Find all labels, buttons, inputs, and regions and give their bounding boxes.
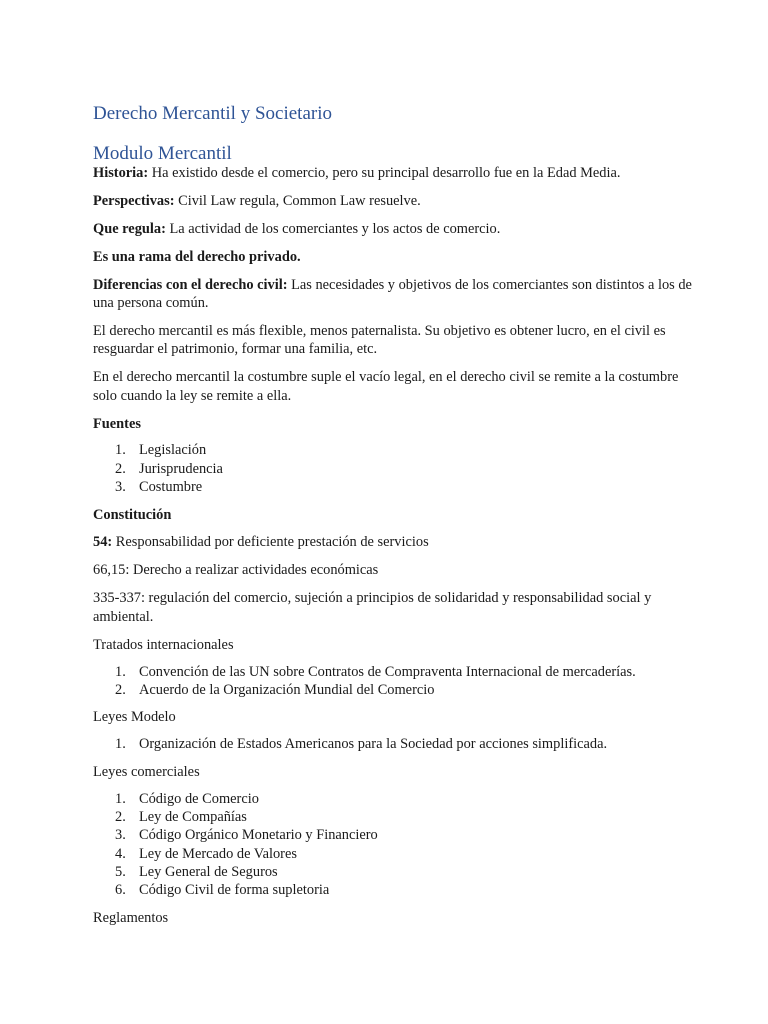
paragraph-perspectivas [93, 192, 693, 210]
list-text: Ley General de Seguros [139, 863, 278, 880]
heading-constitucion [93, 506, 693, 524]
list-number: 1. [115, 442, 126, 459]
paragraph-diferencias [93, 276, 693, 313]
text-perspectivas: Civil Law regula, Common Law resuelve. [174, 192, 421, 209]
list-number: 2. [115, 460, 126, 477]
list-text: Costumbre [139, 478, 203, 495]
list-item [93, 826, 693, 844]
document-page [93, 102, 693, 937]
list-number: 6. [115, 881, 126, 898]
label-historia: Historia: [93, 165, 149, 181]
list-number: 2. [115, 809, 126, 826]
list-number: 1. [115, 736, 126, 753]
list-text: Convención de las UN sobre Contratos de Compraventa Internacional de mercaderías. [139, 663, 636, 680]
heading-fuentes-text: Fuentes [93, 415, 141, 432]
list-leyes-modelo [93, 735, 693, 753]
list-number: 3. [115, 478, 126, 495]
label-perspectivas: Perspectivas: [93, 192, 175, 209]
list-item [93, 460, 693, 478]
list-text: Organización de Estados Americanos para la Sociedad por acciones simplificada. [139, 736, 608, 753]
list-fuentes [93, 441, 693, 496]
text-art54: Responsabilidad por deficiente prestación de servicios [112, 534, 429, 551]
list-text: Legislación [139, 442, 207, 459]
list-text: Código Orgánico Monetario y Financiero [139, 827, 378, 844]
text-diferencias: Las necesidades y objetivos de los comerciantes son distintos a los de una persona común. [93, 276, 692, 312]
list-item [93, 845, 693, 863]
paragraph-art66: 66,15: Derecho a realizar actividades económicas [93, 562, 379, 579]
list-number: 1. [115, 790, 126, 807]
list-text: Código de Comercio [139, 790, 259, 807]
paragraph-costumbre: En el derecho mercantil la costumbre suple el vacío legal, en el derecho civil se remite a la costumbre solo cuando la ley se remite a ella. [93, 369, 679, 404]
list-number: 2. [115, 681, 126, 698]
list-text: Código Civil de forma supletoria [139, 881, 330, 898]
heading-constitucion-text: Constitución [93, 506, 172, 523]
paragraph-historia [93, 164, 693, 182]
label-que-regula: Que regula: [93, 220, 166, 237]
label-art54: 54: [93, 534, 113, 551]
label-diferencias: Diferencias con el derecho civil: [93, 276, 288, 293]
text-historia: Ha existido desde el comercio, pero su principal desarrollo fue en la Edad Media. [148, 165, 621, 181]
list-item [93, 808, 693, 826]
list-item [93, 478, 693, 496]
list-item [93, 681, 693, 699]
heading-reglamentos: Reglamentos [93, 909, 169, 926]
list-text: Acuerdo de la Organización Mundial del Comercio [139, 681, 435, 698]
heading-leyes-modelo: Leyes Modelo [93, 709, 176, 726]
list-item [93, 881, 693, 899]
list-item [93, 863, 693, 881]
heading-fuentes [93, 415, 693, 433]
heading-tratados: Tratados internacionales [93, 636, 234, 653]
list-tratados [93, 663, 693, 699]
list-number: 4. [115, 845, 126, 862]
list-item [93, 790, 693, 808]
list-text: Ley de Mercado de Valores [139, 845, 297, 862]
list-number: 5. [115, 863, 126, 880]
document-title: Derecho Mercantil y Societario [93, 103, 332, 124]
list-item [93, 441, 693, 459]
list-item [93, 663, 693, 681]
section-title: Modulo Mercantil [93, 143, 232, 164]
paragraph-flexible: El derecho mercantil es más flexible, menos paternalista. Su objetivo es obtener lucro, en el civil es resguardar el patrimonio, formar una familia, etc. [93, 322, 666, 358]
list-number: 1. [115, 663, 126, 680]
list-leyes-comerciales [93, 790, 693, 899]
paragraph-que-regula [93, 220, 693, 238]
paragraph-art335: 335-337: regulación del comercio, sujeción a principios de solidaridad y responsabilidad social y ambiental. [93, 590, 652, 625]
heading-leyes-comerciales: Leyes comerciales [93, 764, 200, 781]
paragraph-art54 [93, 533, 693, 551]
paragraph-rama [93, 248, 693, 266]
list-text: Jurisprudencia [139, 460, 223, 477]
list-item [93, 735, 693, 753]
list-text: Ley de Compañías [139, 809, 247, 826]
text-rama: Es una rama del derecho privado. [93, 248, 301, 265]
list-number: 3. [115, 827, 126, 844]
text-que-regula: La actividad de los comerciantes y los actos de comercio. [165, 220, 501, 237]
